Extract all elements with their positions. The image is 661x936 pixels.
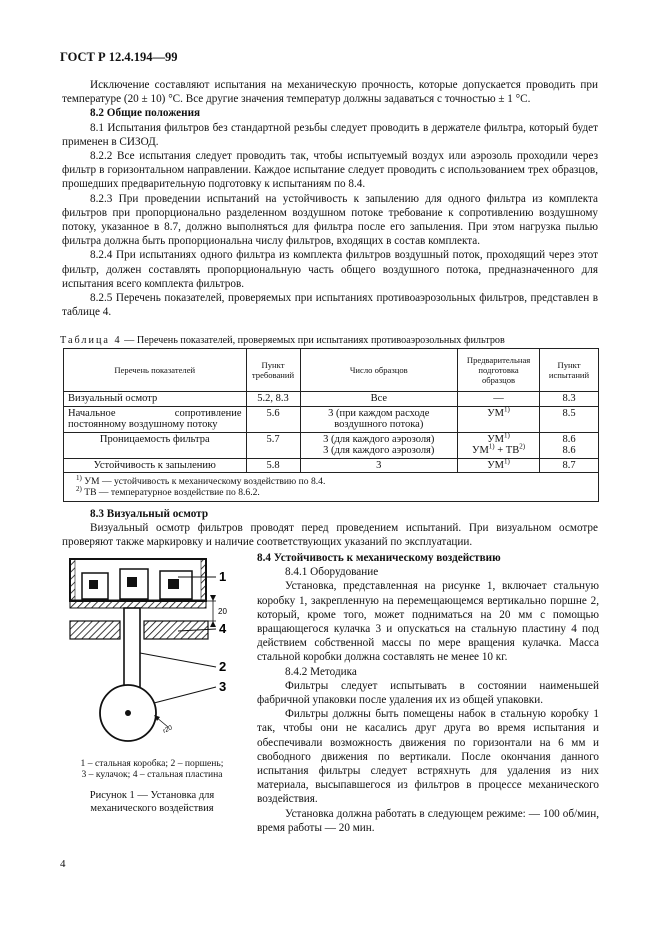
table-row	[64, 406, 599, 432]
cell-count: 3 (для каждого аэрозоля) 3 (для каждого аэрозоля)	[300, 432, 458, 458]
label-1: 1	[219, 569, 227, 584]
th-requirement: Пункт требований	[246, 349, 300, 392]
paragraph-8-2-2: 8.2.2 Все испытания следует проводить так, чтобы испытуемый воздух или аэрозоль проходили через фильтр в горизонтальном направлении. Каждое испытание следует проводить с использованием трех образцов, прошедших предварительную подготовку к испытаниям по 8.4.	[62, 150, 598, 191]
figure-1-drawing	[66, 555, 238, 745]
cell-count: 3	[300, 458, 458, 473]
label-2: 2	[219, 659, 227, 674]
cell-name: Проницаемость фильтра	[64, 432, 247, 458]
cell-count: Все	[300, 392, 458, 407]
svg-text:20: 20	[218, 607, 227, 616]
figure-caption: Рисунок 1 — Установка для механического воздействия	[89, 790, 215, 814]
table-notes	[64, 473, 599, 502]
table-row	[64, 392, 599, 407]
cell-name: Устойчивость к запылению	[64, 458, 247, 473]
th-preparation: Предварительная подготовка образцов	[458, 349, 540, 392]
table-notes-row	[64, 473, 599, 502]
label-4: 4	[219, 621, 227, 636]
note-2: $^{2)}$ ТВ — температурное воздействие по 8.6.2.	[76, 484, 260, 498]
section-8-4	[257, 551, 599, 835]
cell-prep: УМ$^{1)}$	[458, 458, 540, 473]
cell-test: 8.3	[540, 392, 599, 407]
cell-req: 5.7	[246, 432, 300, 458]
cell-req: 5.8	[246, 458, 300, 473]
cell-test: 8.5	[540, 406, 599, 432]
cell-count: 3 (при каждом расходе воздушного потока)	[300, 406, 458, 432]
th-samples: Число образцов	[300, 349, 458, 392]
paragraph-intro: Исключение составляют испытания на механическую прочность, которые допускается проводить при температуре (20 ± 10) °С. Все другие значения температур должны задаваться с точностью ± 1 °С.	[62, 79, 598, 106]
paragraph-8-2-3: 8.2.3 При проведении испытаний на устойчивость к запылению для одного фильтра из комплекта фильтров при пропорционально разделенном воздушном потоке требование к сопротивлению воздушному потоку, указанное в 8.7, должно выполняться для фильтра после его запыления. При этом нагрузка пылью фильтра должна быть пропорциональна числу фильтров, входящих в состав комплекта.	[62, 192, 598, 248]
th-indicator: Перечень показателей	[64, 349, 247, 392]
paragraph-8-3: Визуальный осмотр фильтров проводят перед проведением испытаний. При визуальном осмотре проверяют также маркировку и наличие соответствующих указаний по эксплуатации.	[62, 522, 598, 549]
paragraph-8-4-1: Установка, представленная на рисунке 1, включает стальную коробку 1, закрепленную на перемещающемся вертикально поршне 2, который, кроме того, может подниматься на 20 мм с помощью вращающегося кулачка 3 и опускаться на стальную пластину 4 под действием собственной массы по мере вращения кулачка. Масса стальной коробки должна составлять не менее 10 кг.	[257, 580, 599, 664]
table-caption	[60, 335, 505, 346]
heading-8-2: 8.2 Общие положения	[90, 107, 201, 120]
note-1: $^{1)}$ УМ — устойчивость к механическому воздействию по 8.4.	[76, 473, 326, 487]
cam	[100, 685, 156, 741]
cell-test: 8.7	[540, 458, 599, 473]
table-caption-text: — Перечень показателей, проверяемых при испытаниях противоаэрозольных фильтров	[121, 335, 505, 346]
paragraph-8-2-1: 8.1 Испытания фильтров без стандартной резьбы следует проводить в держателе фильтра, который будет применен в СИЗОД.	[62, 121, 598, 148]
table-row	[64, 432, 599, 458]
section-8-3	[62, 507, 598, 550]
steel-box	[70, 559, 206, 608]
cell-prep: —	[458, 392, 540, 407]
subheading-8-4-1: 8.4.1 Оборудование	[285, 566, 379, 579]
cell-name: Визуальный осмотр	[64, 392, 247, 407]
table-row	[64, 458, 599, 473]
heading-8-3: 8.3 Визуальный осмотр	[90, 508, 209, 520]
cell-test: 8.6 8.6	[540, 432, 599, 458]
subheading-8-4-2: 8.4.2 Методика	[285, 665, 357, 678]
heading-8-4: 8.4 Устойчивость к механическому воздействию	[257, 552, 501, 564]
paragraph-8-4-2-b: Фильтры должны быть помещены набок в стальную коробку 1 так, чтобы они не касались друг друга во время испытания и обеспечивали возможность движения по горизонтали на 6 мм и свободного движения по вертикали. После окончания данного испытания фильтры следует встряхнуть для удаления из них материала, высыпавшегося из фильтров в процессе механического воздействия.	[257, 708, 599, 806]
cell-req: 5.2, 8.3	[246, 392, 300, 407]
paragraph-8-2-4: 8.2.4 При испытаниях одного фильтра из комплекта фильтров воздушный поток, проходящий через этот фильтр, должен составлять пропорциональную часть общего воздушного потока, предназначенного для испытания всего комплекта фильтров.	[62, 249, 598, 290]
paragraph-8-2-5: 8.2.5 Перечень показателей, проверяемых при испытаниях противоаэрозольных фильтров, представлен в таблице 4.	[62, 292, 598, 319]
table-header-row	[64, 349, 599, 392]
label-3: 3	[219, 679, 227, 694]
cell-prep: УМ$^{1)}$	[458, 406, 540, 432]
page-number: 4	[60, 858, 66, 870]
table-4	[63, 348, 599, 502]
piston	[124, 608, 140, 688]
th-test: Пункт испытаний	[540, 349, 599, 392]
cell-prep: УМ$^{1)}$ $УМ^{1)} + ТВ^{2)}$	[458, 432, 540, 458]
document-header: ГОСТ Р 12.4.194—99	[60, 50, 178, 64]
paragraph-8-4-2-c: Установка должна работать в следующем режиме: — 100 об/мин, время работы — 20 мин.	[257, 807, 599, 834]
figure-legend	[66, 758, 238, 780]
legend-line-1: 1 – стальная коробка; 2 – поршень;	[80, 758, 224, 769]
legend-line-2: 3 – кулачок; 4 – стальная пластина	[81, 769, 223, 780]
cell-req: 5.6	[246, 406, 300, 432]
paragraph-8-4-2-a: Фильтры следует испытывать в состоянии наименьшей фабричной упаковки после удаления их из общей упаковки.	[257, 679, 599, 707]
table-caption-label: Таблица 4	[60, 335, 122, 346]
cell-name: Начальное сопротивление постоянному воздушному потоку	[64, 406, 247, 432]
radius-label: r20	[161, 724, 174, 735]
upper-text-block	[62, 78, 598, 319]
